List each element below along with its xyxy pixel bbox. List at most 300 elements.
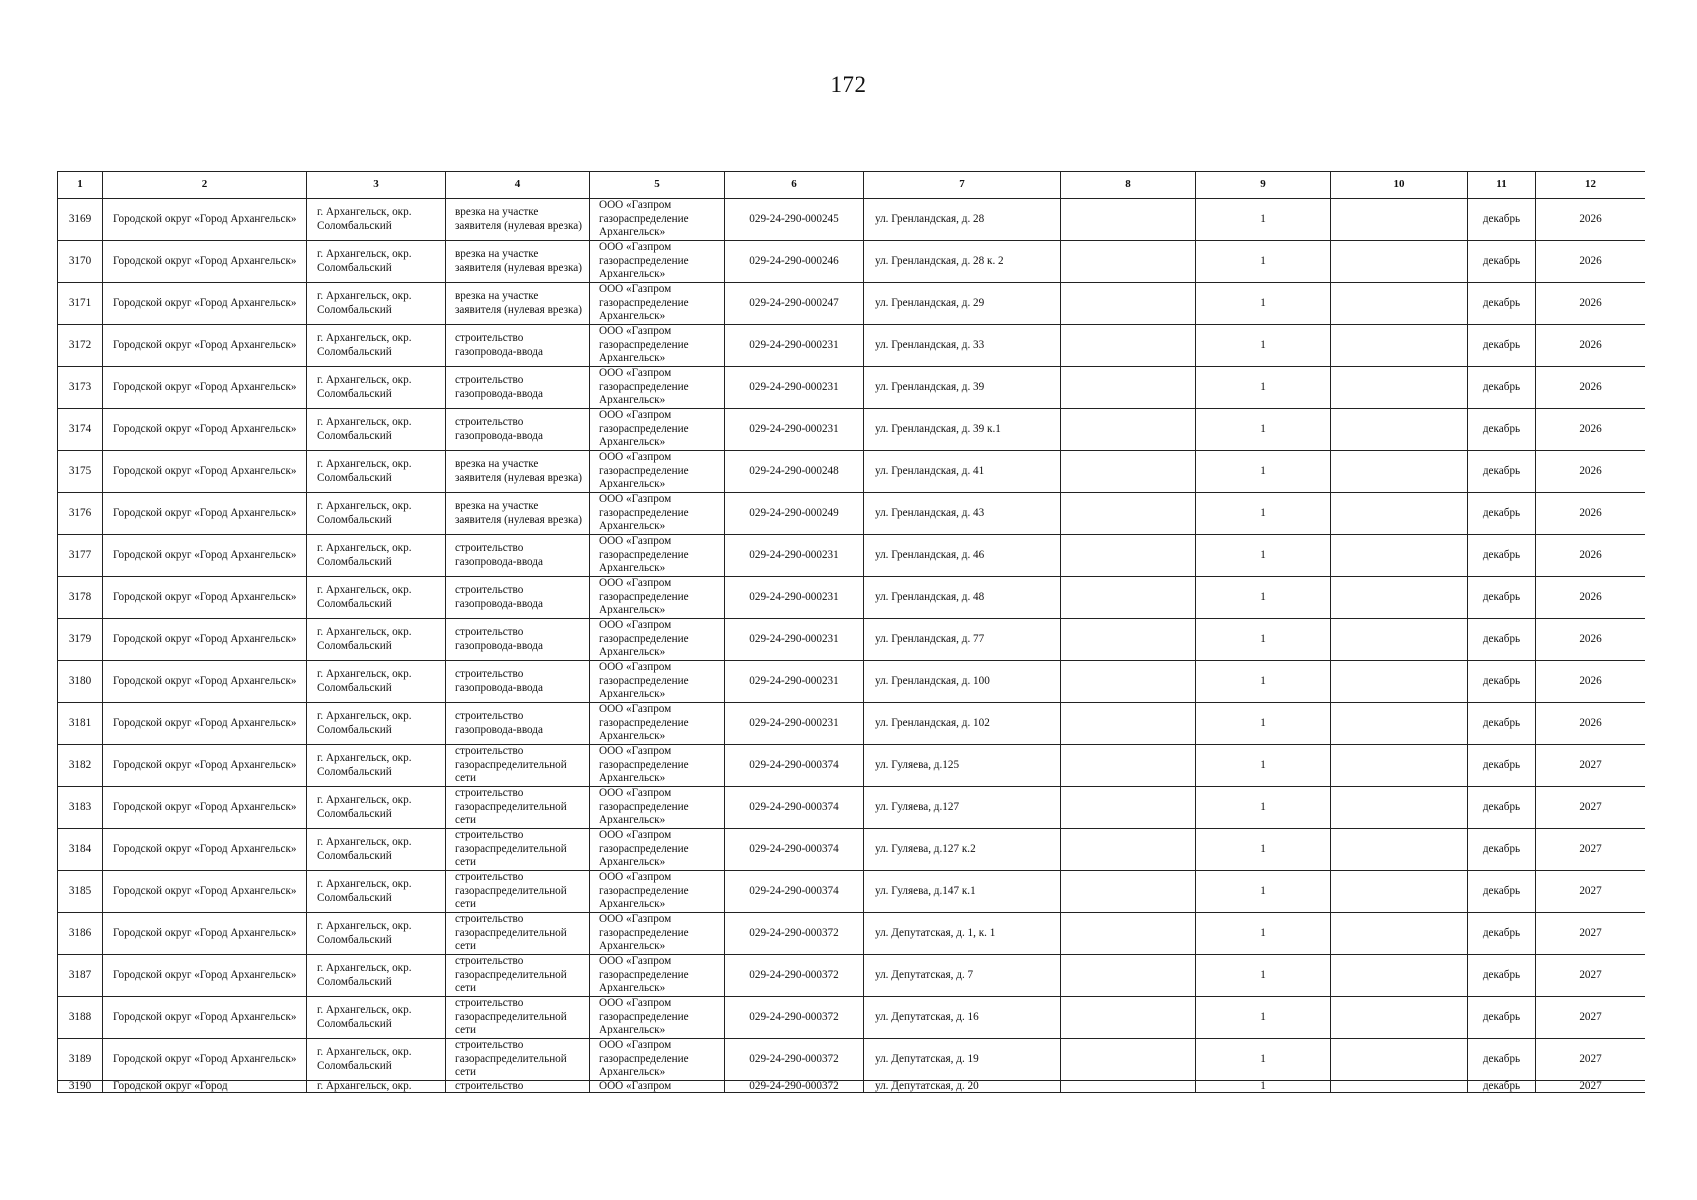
- quantity-cell: [1196, 913, 1331, 955]
- year-cell-text: 2027: [1579, 758, 1602, 771]
- year-cell-text: 2027: [1579, 800, 1602, 813]
- locality-cell-text: г. Архангельск, окр. Соломбальский: [317, 920, 412, 946]
- data-table: [57, 171, 1645, 1093]
- municipality-cell-text: Городской округ «Город Архангельск»: [113, 926, 297, 939]
- code-cell-text: 029-24-290-000231: [749, 338, 839, 351]
- month-cell: [1468, 619, 1536, 661]
- work-type-cell: [446, 409, 590, 451]
- row-number: [58, 283, 103, 325]
- municipality-cell-text: Городской округ «Город Архангельск»: [113, 842, 297, 855]
- municipality-cell: [103, 451, 307, 493]
- municipality-cell: [103, 955, 307, 997]
- column-10-cell: [1331, 325, 1468, 367]
- work-type-cell-text: строительство газораспределительной сети: [455, 913, 567, 953]
- locality-cell-text: г. Архангельск, окр.: [317, 1081, 412, 1092]
- quantity-cell: [1196, 199, 1331, 241]
- month-cell: [1468, 451, 1536, 493]
- code-cell: [725, 871, 864, 913]
- year-cell-text: 2027: [1579, 926, 1602, 939]
- municipality-cell-text: Городской округ «Город Архангельск»: [113, 548, 297, 561]
- table-row: [58, 409, 1646, 451]
- locality-cell-text: г. Архангельск, окр. Соломбальский: [317, 794, 412, 820]
- organization-cell: [590, 325, 725, 367]
- locality-cell: [307, 577, 446, 619]
- month-cell-text: декабрь: [1482, 926, 1521, 939]
- organization-cell: [590, 913, 725, 955]
- municipality-cell-text: Городской округ «Город Архангельск»: [113, 800, 297, 813]
- table-body: [58, 199, 1646, 1093]
- month-cell: [1468, 1039, 1536, 1081]
- quantity-cell-text: 1: [1260, 338, 1266, 351]
- work-type-cell-text: строительство газопровода-ввода: [455, 374, 543, 400]
- quantity-cell: [1196, 661, 1331, 703]
- work-type-cell: [446, 241, 590, 283]
- year-cell: [1536, 619, 1646, 661]
- code-cell-text: 029-24-290-000374: [749, 884, 839, 897]
- locality-cell-text: г. Архангельск, окр. Соломбальский: [317, 206, 412, 232]
- locality-cell: [307, 451, 446, 493]
- table-row: [58, 451, 1646, 493]
- year-cell: [1536, 283, 1646, 325]
- work-type-cell-text: строительство газораспределительной сети: [455, 955, 567, 995]
- organization-cell-text: ООО «Газпром газораспределение Архангельск»: [599, 367, 689, 407]
- row-number-text: 3175: [68, 464, 92, 477]
- municipality-cell-text: Городской округ «Город Архангельск»: [113, 968, 297, 981]
- locality-cell: [307, 997, 446, 1039]
- locality-cell-text: г. Архангельск, окр. Соломбальский: [317, 626, 412, 652]
- row-number-text: 3177: [68, 548, 92, 561]
- year-cell: [1536, 577, 1646, 619]
- work-type-cell: [446, 1039, 590, 1081]
- locality-cell: [307, 409, 446, 451]
- organization-cell: [590, 451, 725, 493]
- table-row: [58, 703, 1646, 745]
- locality-cell: [307, 703, 446, 745]
- locality-cell: [307, 493, 446, 535]
- quantity-cell-text: 1: [1260, 800, 1266, 813]
- column-10-cell: [1331, 493, 1468, 535]
- quantity-cell: [1196, 955, 1331, 997]
- month-cell-text: декабрь: [1482, 464, 1521, 477]
- work-type-cell: [446, 451, 590, 493]
- column-8-cell: [1061, 493, 1196, 535]
- year-cell-text: 2027: [1579, 884, 1602, 897]
- table-row: [58, 661, 1646, 703]
- address-cell-text: ул. Депутатская, д. 19: [875, 1052, 979, 1065]
- address-cell-text: ул. Гренландская, д. 48: [875, 590, 985, 603]
- address-cell-text: ул. Гуляева, д.147 к.1: [875, 884, 976, 897]
- month-cell-text: декабрь: [1482, 1052, 1521, 1065]
- address-cell-text: ул. Гуляева, д.127 к.2: [875, 842, 976, 855]
- year-cell: [1536, 787, 1646, 829]
- month-cell: [1468, 997, 1536, 1039]
- row-number-text: 3173: [68, 380, 92, 393]
- month-cell: [1468, 283, 1536, 325]
- municipality-cell: [103, 1039, 307, 1081]
- row-number-text: 3178: [68, 590, 92, 603]
- quantity-cell-text: 1: [1260, 968, 1266, 981]
- municipality-cell: [103, 577, 307, 619]
- code-cell: [725, 577, 864, 619]
- municipality-cell: [103, 997, 307, 1039]
- code-cell: [725, 1081, 864, 1093]
- month-cell: [1468, 367, 1536, 409]
- organization-cell-text: ООО «Газпром газораспределение Архангельск»: [599, 241, 689, 281]
- address-cell: [864, 535, 1061, 577]
- locality-cell-text: г. Архангельск, окр. Соломбальский: [317, 416, 412, 442]
- column-8-cell: [1061, 199, 1196, 241]
- column-10-cell: [1331, 535, 1468, 577]
- row-number-text: 3189: [68, 1052, 92, 1065]
- row-number-text: 3184: [68, 842, 92, 855]
- code-cell-text: 029-24-290-000231: [749, 380, 839, 393]
- municipality-cell: [103, 619, 307, 661]
- month-cell-text: декабрь: [1482, 590, 1521, 603]
- organization-cell: [590, 241, 725, 283]
- address-cell-text: ул. Гренландская, д. 100: [875, 674, 990, 687]
- address-cell: [864, 325, 1061, 367]
- locality-cell: [307, 913, 446, 955]
- column-10-cell: [1331, 283, 1468, 325]
- month-cell: [1468, 955, 1536, 997]
- year-cell-text: 2026: [1579, 548, 1602, 561]
- address-cell-text: ул. Гуляева, д.127: [875, 800, 960, 813]
- organization-cell: [590, 871, 725, 913]
- column-8-cell: [1061, 409, 1196, 451]
- month-cell: [1468, 913, 1536, 955]
- organization-cell: [590, 493, 725, 535]
- code-cell: [725, 703, 864, 745]
- column-8-cell: [1061, 703, 1196, 745]
- quantity-cell: [1196, 703, 1331, 745]
- address-cell-text: ул. Гренландская, д. 28 к. 2: [875, 254, 1004, 267]
- municipality-cell: [103, 703, 307, 745]
- work-type-cell-text: строительство газораспределительной сети: [455, 829, 567, 869]
- month-cell-text: декабрь: [1482, 884, 1521, 897]
- locality-cell: [307, 955, 446, 997]
- year-cell: [1536, 241, 1646, 283]
- code-cell-text: 029-24-290-000372: [749, 1010, 839, 1023]
- column-8-cell: [1061, 871, 1196, 913]
- row-number-text: 3182: [68, 758, 92, 771]
- work-type-cell: [446, 745, 590, 787]
- quantity-cell: [1196, 787, 1331, 829]
- column-header-8: 8: [1061, 172, 1196, 199]
- quantity-cell-text: 1: [1260, 548, 1266, 561]
- row-number: [58, 409, 103, 451]
- year-cell-text: 2026: [1579, 212, 1602, 225]
- column-header-10: 10: [1331, 172, 1468, 199]
- code-cell-text: 029-24-290-000248: [749, 464, 839, 477]
- month-cell-text: декабрь: [1482, 506, 1521, 519]
- work-type-cell-text: строительство газопровода-ввода: [455, 542, 543, 568]
- municipality-cell-text: Городской округ «Город Архангельск»: [113, 506, 297, 519]
- code-cell-text: 029-24-290-000372: [749, 968, 839, 981]
- municipality-cell: [103, 199, 307, 241]
- organization-cell-text: ООО «Газпром газораспределение Архангельск»: [599, 493, 689, 533]
- month-cell-text: декабрь: [1482, 968, 1521, 981]
- municipality-cell-text: Городской округ «Город Архангельск»: [113, 590, 297, 603]
- quantity-cell: [1196, 1039, 1331, 1081]
- month-cell-text: декабрь: [1482, 800, 1521, 813]
- month-cell-text: декабрь: [1482, 212, 1521, 225]
- organization-cell: [590, 703, 725, 745]
- month-cell-text: декабрь: [1482, 1010, 1521, 1023]
- address-cell-text: ул. Депутатская, д. 20: [875, 1081, 979, 1092]
- column-header-6: 6: [725, 172, 864, 199]
- column-8-cell: [1061, 661, 1196, 703]
- address-cell-text: ул. Гренландская, д. 102: [875, 716, 990, 729]
- row-number-text: 3179: [68, 632, 92, 645]
- organization-cell-text: ООО «Газпром: [599, 1081, 672, 1092]
- column-header-7: 7: [864, 172, 1061, 199]
- work-type-cell-text: врезка на участке заявителя (нулевая врезка): [455, 290, 582, 316]
- quantity-cell: [1196, 829, 1331, 871]
- column-8-cell: [1061, 913, 1196, 955]
- column-8-cell: [1061, 829, 1196, 871]
- locality-cell-text: г. Архангельск, окр. Соломбальский: [317, 248, 412, 274]
- row-number: [58, 703, 103, 745]
- month-cell: [1468, 745, 1536, 787]
- table-row: [58, 283, 1646, 325]
- work-type-cell-text: строительство газопровода-ввода: [455, 416, 543, 442]
- quantity-cell-text: 1: [1260, 506, 1266, 519]
- table-row: [58, 1081, 1646, 1093]
- quantity-cell: [1196, 325, 1331, 367]
- code-cell: [725, 367, 864, 409]
- locality-cell: [307, 661, 446, 703]
- organization-cell: [590, 745, 725, 787]
- month-cell-text: декабрь: [1482, 716, 1521, 729]
- address-cell: [864, 997, 1061, 1039]
- organization-cell: [590, 409, 725, 451]
- organization-cell-text: ООО «Газпром газораспределение Архангельск»: [599, 577, 689, 617]
- locality-cell-text: г. Архангельск, окр. Соломбальский: [317, 752, 412, 778]
- organization-cell-text: ООО «Газпром газораспределение Архангельск»: [599, 997, 689, 1037]
- column-10-cell: [1331, 199, 1468, 241]
- municipality-cell-text: Городской округ «Город: [113, 1081, 228, 1092]
- organization-cell: [590, 535, 725, 577]
- code-cell: [725, 409, 864, 451]
- municipality-cell-text: Городской округ «Город Архангельск»: [113, 464, 297, 477]
- work-type-cell-text: строительство: [455, 1081, 524, 1092]
- address-cell: [864, 493, 1061, 535]
- table-row: [58, 241, 1646, 283]
- quantity-cell-text: 1: [1260, 884, 1266, 897]
- work-type-cell: [446, 913, 590, 955]
- locality-cell: [307, 283, 446, 325]
- work-type-cell-text: строительство газопровода-ввода: [455, 626, 543, 652]
- locality-cell: [307, 199, 446, 241]
- row-number-text: 3188: [68, 1010, 92, 1023]
- work-type-cell: [446, 577, 590, 619]
- year-cell-text: 2027: [1579, 1052, 1602, 1065]
- organization-cell: [590, 661, 725, 703]
- code-cell: [725, 325, 864, 367]
- month-cell-text: декабрь: [1482, 758, 1521, 771]
- row-number-text: 3180: [68, 674, 92, 687]
- work-type-cell-text: врезка на участке заявителя (нулевая врезка): [455, 500, 582, 526]
- locality-cell-text: г. Архангельск, окр. Соломбальский: [317, 290, 412, 316]
- column-10-cell: [1331, 661, 1468, 703]
- code-cell-text: 029-24-290-000246: [749, 254, 839, 267]
- month-cell: [1468, 241, 1536, 283]
- table-row: [58, 955, 1646, 997]
- row-number: [58, 661, 103, 703]
- municipality-cell-text: Городской округ «Город Архангельск»: [113, 338, 297, 351]
- year-cell-text: 2026: [1579, 590, 1602, 603]
- code-cell-text: 029-24-290-000247: [749, 296, 839, 309]
- municipality-cell-text: Городской округ «Город Архангельск»: [113, 632, 297, 645]
- row-number-text: 3187: [68, 968, 92, 981]
- month-cell-text: декабрь: [1482, 1081, 1521, 1092]
- column-8-cell: [1061, 1081, 1196, 1093]
- code-cell-text: 029-24-290-000231: [749, 422, 839, 435]
- address-cell: [864, 745, 1061, 787]
- organization-cell-text: ООО «Газпром газораспределение Архангельск»: [599, 535, 689, 575]
- row-number: [58, 493, 103, 535]
- row-number-text: 3171: [68, 296, 92, 309]
- column-10-cell: [1331, 1039, 1468, 1081]
- quantity-cell: [1196, 535, 1331, 577]
- work-type-cell: [446, 325, 590, 367]
- locality-cell-text: г. Архангельск, окр. Соломбальский: [317, 332, 412, 358]
- municipality-cell: [103, 745, 307, 787]
- month-cell: [1468, 199, 1536, 241]
- row-number: [58, 787, 103, 829]
- column-header-12: 12: [1536, 172, 1646, 199]
- month-cell: [1468, 829, 1536, 871]
- year-cell: [1536, 745, 1646, 787]
- table-row: [58, 829, 1646, 871]
- organization-cell-text: ООО «Газпром газораспределение Архангельск»: [599, 661, 689, 701]
- code-cell: [725, 283, 864, 325]
- work-type-cell-text: строительство газопровода-ввода: [455, 584, 543, 610]
- quantity-cell: [1196, 493, 1331, 535]
- organization-cell: [590, 199, 725, 241]
- table-row: [58, 325, 1646, 367]
- row-number: [58, 913, 103, 955]
- code-cell-text: 029-24-290-000249: [749, 506, 839, 519]
- month-cell: [1468, 871, 1536, 913]
- address-cell-text: ул. Гренландская, д. 43: [875, 506, 985, 519]
- code-cell: [725, 955, 864, 997]
- address-cell: [864, 199, 1061, 241]
- work-type-cell: [446, 1081, 590, 1093]
- year-cell: [1536, 199, 1646, 241]
- address-cell-text: ул. Гренландская, д. 46: [875, 548, 985, 561]
- year-cell-text: 2026: [1579, 506, 1602, 519]
- address-cell-text: ул. Гренландская, д. 28: [875, 212, 985, 225]
- address-cell-text: ул. Гренландская, д. 29: [875, 296, 985, 309]
- work-type-cell-text: врезка на участке заявителя (нулевая врезка): [455, 206, 582, 232]
- year-cell: [1536, 367, 1646, 409]
- year-cell-text: 2026: [1579, 632, 1602, 645]
- quantity-cell: [1196, 577, 1331, 619]
- municipality-cell: [103, 241, 307, 283]
- organization-cell-text: ООО «Газпром газораспределение Архангельск»: [599, 619, 689, 659]
- municipality-cell: [103, 367, 307, 409]
- code-cell-text: 029-24-290-000245: [749, 212, 839, 225]
- column-10-cell: [1331, 367, 1468, 409]
- table-row: [58, 871, 1646, 913]
- quantity-cell-text: 1: [1260, 758, 1266, 771]
- column-8-cell: [1061, 241, 1196, 283]
- work-type-cell: [446, 283, 590, 325]
- address-cell: [864, 871, 1061, 913]
- column-8-cell: [1061, 619, 1196, 661]
- quantity-cell: [1196, 745, 1331, 787]
- organization-cell-text: ООО «Газпром газораспределение Архангельск»: [599, 1039, 689, 1079]
- address-cell: [864, 451, 1061, 493]
- code-cell-text: 029-24-290-000231: [749, 590, 839, 603]
- column-header-3: 3: [307, 172, 446, 199]
- code-cell: [725, 493, 864, 535]
- municipality-cell-text: Городской округ «Город Архангельск»: [113, 254, 297, 267]
- municipality-cell: [103, 409, 307, 451]
- row-number-text: 3186: [68, 926, 92, 939]
- organization-cell: [590, 1039, 725, 1081]
- month-cell-text: декабрь: [1482, 254, 1521, 267]
- municipality-cell-text: Городской округ «Город Архангельск»: [113, 758, 297, 771]
- year-cell-text: 2026: [1579, 254, 1602, 267]
- quantity-cell: [1196, 997, 1331, 1039]
- year-cell-text: 2026: [1579, 422, 1602, 435]
- locality-cell-text: г. Архангельск, окр. Соломбальский: [317, 962, 412, 988]
- row-number: [58, 997, 103, 1039]
- year-cell: [1536, 1081, 1646, 1093]
- code-cell: [725, 829, 864, 871]
- column-header-4: 4: [446, 172, 590, 199]
- quantity-cell-text: 1: [1260, 212, 1266, 225]
- address-cell: [864, 787, 1061, 829]
- address-cell: [864, 661, 1061, 703]
- municipality-cell: [103, 1081, 307, 1093]
- month-cell: [1468, 1081, 1536, 1093]
- work-type-cell-text: строительство газораспределительной сети: [455, 787, 567, 827]
- column-header-11: 11: [1468, 172, 1536, 199]
- code-cell: [725, 745, 864, 787]
- address-cell: [864, 619, 1061, 661]
- year-cell: [1536, 871, 1646, 913]
- column-header-5: 5: [590, 172, 725, 199]
- organization-cell-text: ООО «Газпром газораспределение Архангельск»: [599, 913, 689, 953]
- quantity-cell: [1196, 451, 1331, 493]
- quantity-cell: [1196, 367, 1331, 409]
- month-cell-text: декабрь: [1482, 338, 1521, 351]
- municipality-cell-text: Городской округ «Город Архангельск»: [113, 212, 297, 225]
- month-cell-text: декабрь: [1482, 296, 1521, 309]
- month-cell-text: декабрь: [1482, 632, 1521, 645]
- row-number: [58, 451, 103, 493]
- month-cell: [1468, 577, 1536, 619]
- work-type-cell: [446, 493, 590, 535]
- year-cell: [1536, 535, 1646, 577]
- year-cell-text: 2027: [1579, 968, 1602, 981]
- column-10-cell: [1331, 871, 1468, 913]
- row-number-text: 3172: [68, 338, 92, 351]
- municipality-cell: [103, 535, 307, 577]
- work-type-cell: [446, 955, 590, 997]
- column-10-cell: [1331, 409, 1468, 451]
- work-type-cell-text: строительство газораспределительной сети: [455, 871, 567, 911]
- address-cell: [864, 367, 1061, 409]
- work-type-cell-text: врезка на участке заявителя (нулевая врезка): [455, 248, 582, 274]
- month-cell: [1468, 661, 1536, 703]
- locality-cell-text: г. Архангельск, окр. Соломбальский: [317, 878, 412, 904]
- code-cell: [725, 241, 864, 283]
- work-type-cell: [446, 535, 590, 577]
